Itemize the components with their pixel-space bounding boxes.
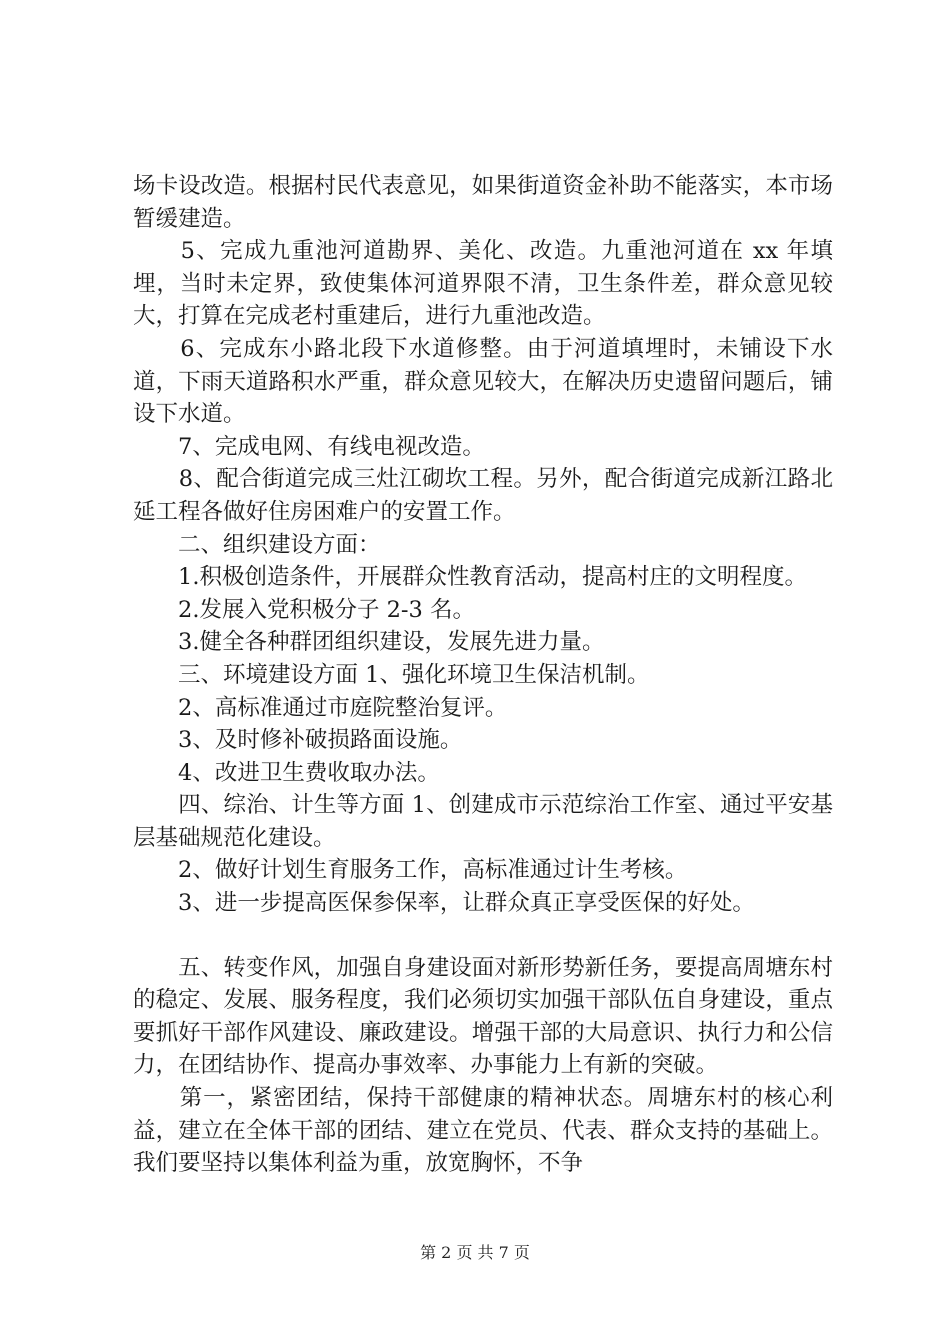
paragraph-9: 3.健全各种群团组织建设，发展先进力量。: [133, 629, 605, 656]
paragraph-13: 4、改进卫生费收取办法。: [133, 759, 440, 786]
paragraph-gap: [133, 920, 833, 952]
paragraph-1: 场卡设改造。根据村民代表意见，如果街道资金补助不能落实，本市场暂缓建造。: [133, 173, 833, 232]
paragraph-15: 2、做好计划生育服务工作，高标准通过计生考核。: [133, 857, 688, 884]
page-footer: 第 2 页 共 7 页: [420, 1243, 530, 1262]
section-heading-governance: 四、综治、计生等方面 1、创建成市示范综治工作室、通过平安基层基础规范化建设。: [133, 792, 833, 851]
section-heading-environment: 三、环境建设方面 1、强化环境卫生保洁机制。: [133, 661, 650, 688]
paragraph-7: 1.积极创造条件，开展群众性教育活动，提高村庄的文明程度。: [133, 564, 807, 591]
paragraph-2: 5、完成九重池河道勘界、美化、改造。九重池河道在 xx 年填埋，当时未定界，致使集体河道界限不清，卫生条件差，群众意见较大，打算在完成老村重建后，进行九重池改造。: [133, 238, 833, 330]
document-body: [133, 170, 833, 1180]
paragraph-18: 第一，紧密团结，保持干部健康的精神状态。周塘东村的核心利益，建立在全体干部的团结、建立在党员、代表、群众支持的基础上。我们要坚持以集体利益为重，放宽胸怀，不争: [133, 1085, 833, 1177]
paragraph-5: 8、配合街道完成三灶江砌坎工程。另外，配合街道完成新江路北延工程各做好住房困难户的安置工作。: [133, 466, 833, 525]
section-heading-organization: 二、组织建设方面：: [133, 531, 381, 558]
paragraph-16: 3、进一步提高医保参保率，让群众真正享受医保的好处。: [133, 890, 755, 917]
paragraph-8: 2.发展入党积极分子 2-3 名。: [133, 596, 476, 623]
section-heading-conduct: 五、转变作风，加强自身建设面对新形势新任务，要提高周塘东村的稳定、发展、服务程度，我们必须切实加强干部队伍自身建设，重点要抓好干部作风建设、廉政建设。增强干部的大局意识、执行力和公信力，在团结协作、提高办事效率、办事能力上有新的突破。: [133, 954, 833, 1079]
paragraph-3: 6、完成东小路北段下水道修整。由于河道填埋时，未铺设下水道，下雨天道路积水严重，群众意见较大，在解决历史遗留问题后，铺设下水道。: [133, 335, 833, 428]
paragraph-12: 3、及时修补破损路面设施。: [133, 727, 463, 754]
paragraph-4: 7、完成电网、有线电视改造。: [133, 433, 485, 460]
paragraph-11: 2、高标准通过市庭院整治复评。: [133, 694, 508, 721]
